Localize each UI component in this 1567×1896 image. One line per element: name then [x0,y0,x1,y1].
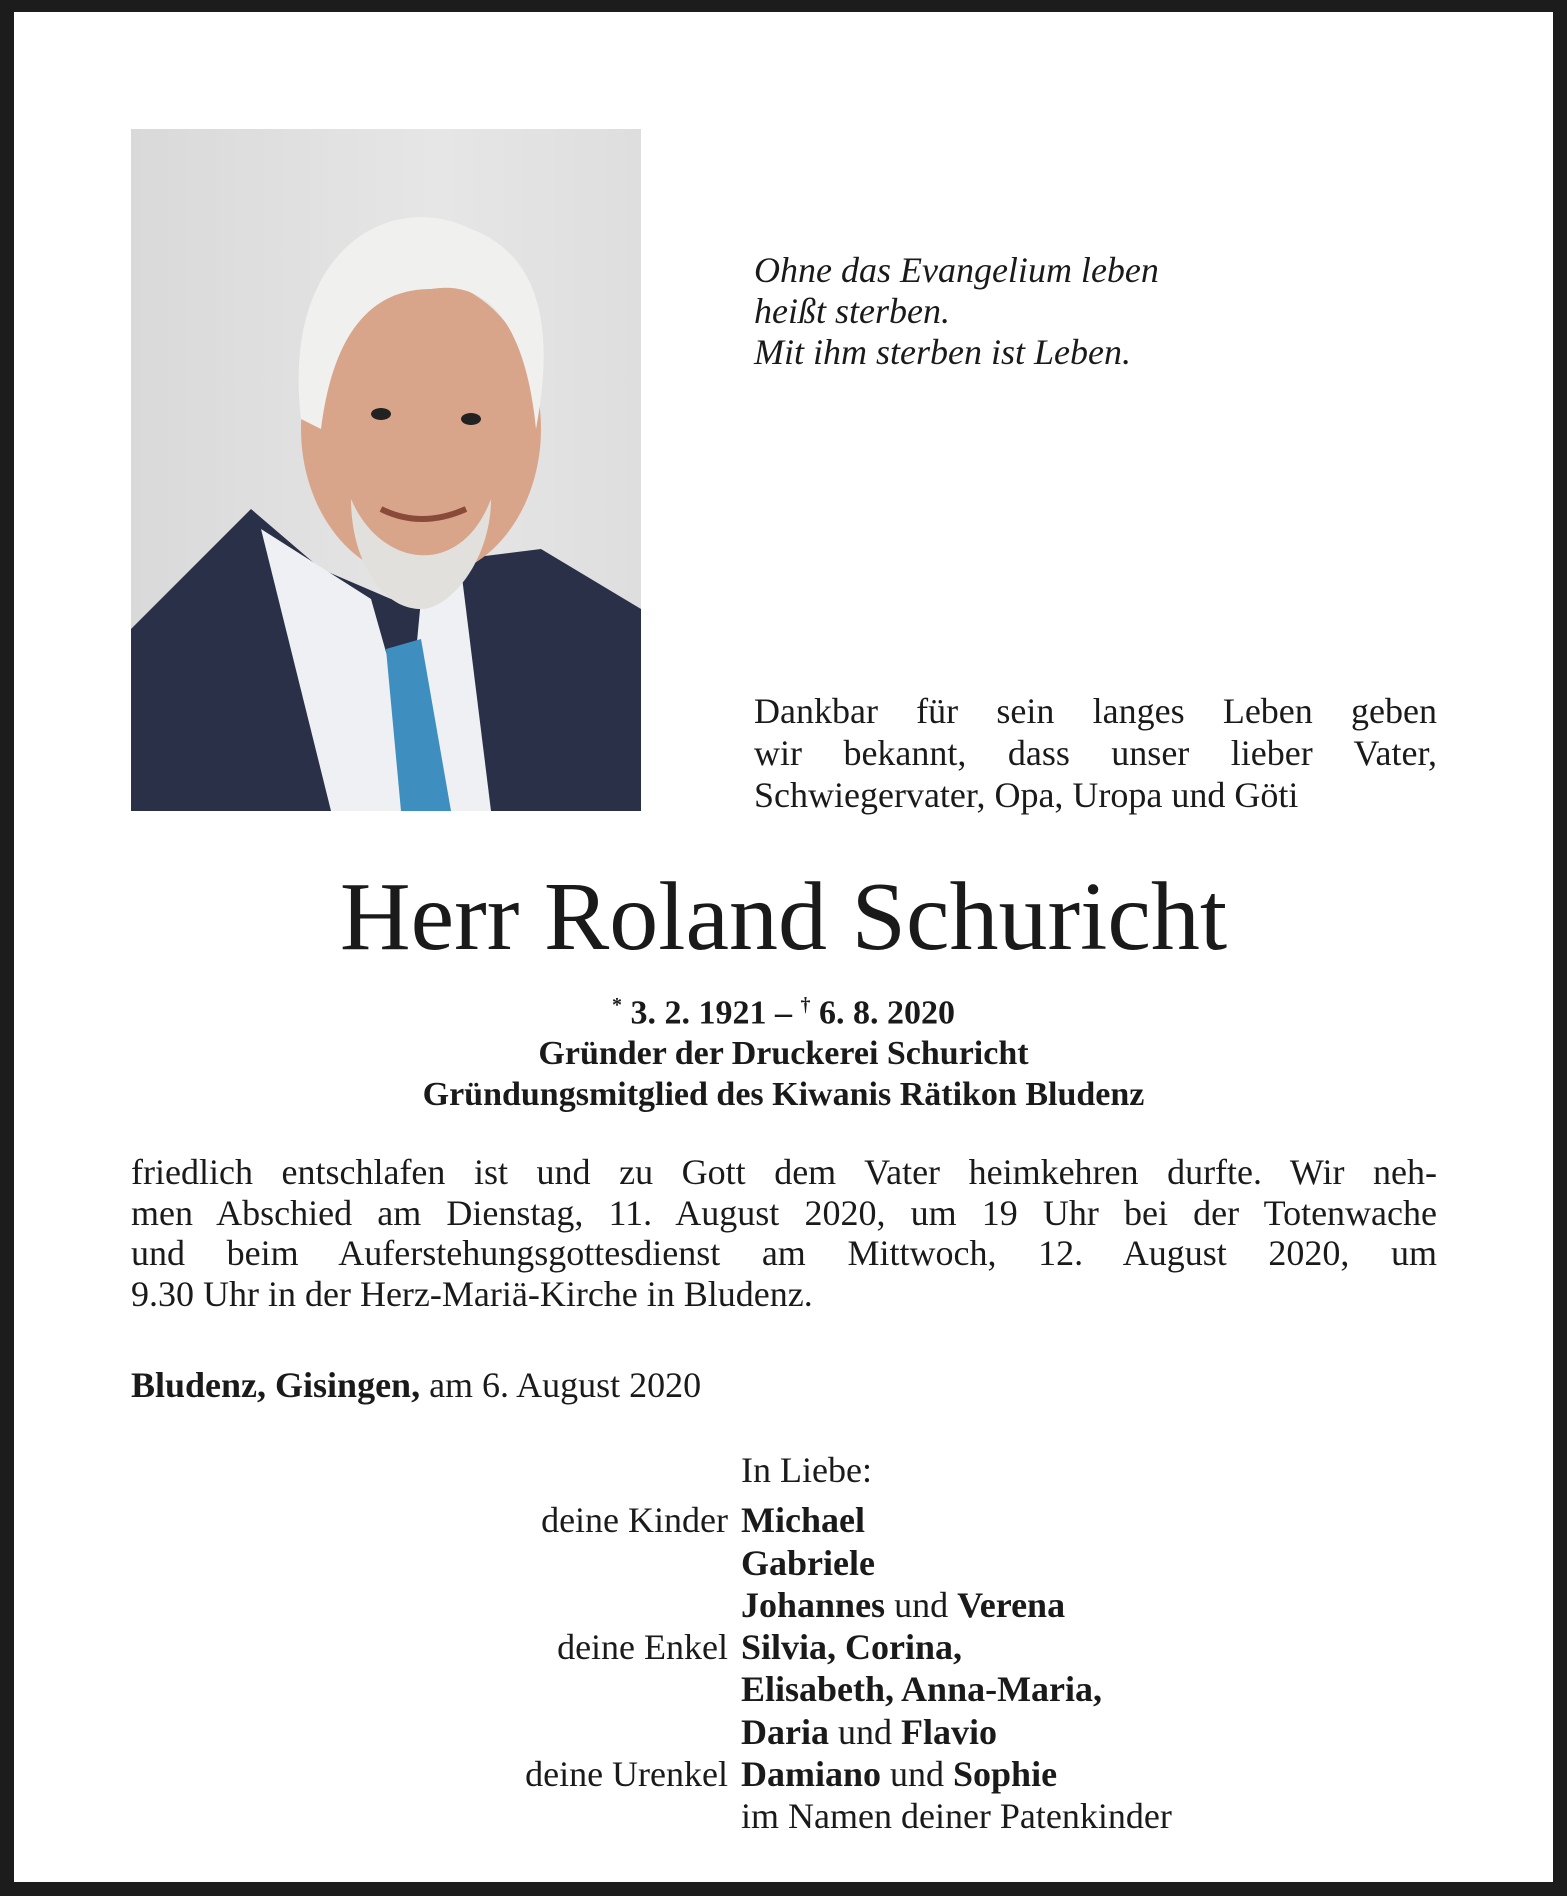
conjunction: und [894,1584,949,1625]
role-line: Gründer der Druckerei Schuricht [538,1035,1029,1073]
body-line: und beim Auferstehungsgottesdienst am Mittwoch, 12. August 2020, um [131,1233,1437,1273]
deceased-name: Herr Roland Schuricht [339,863,1228,971]
family-member: Silvia, Corina, [741,1627,963,1668]
family-member: Daria [741,1711,829,1752]
place: Bludenz, Gisingen, [131,1365,421,1405]
portrait-photo [131,129,641,811]
family-member: Elisabeth, Anna-Maria, [741,1669,1103,1710]
enkel-label: deine Enkel [557,1627,728,1668]
quote-line: Ohne das Evangelium leben [754,250,1159,290]
place-date [131,1364,701,1406]
life-dates [0,985,1567,1033]
kinder-label: deine Kinder [541,1500,728,1541]
quote-line: heißt sterben. [754,291,950,331]
intro-line: wir bekannt, dass unser lieber Vater, [754,733,1437,773]
family-member: Sophie [953,1754,1058,1795]
life-details [0,985,1567,1115]
date: am 6. August 2020 [429,1365,702,1405]
family-list [0,1449,1567,1838]
quote-line: Mit ihm sterben ist Leben. [754,332,1131,372]
body-line: 9.30 Uhr in der Herz-Mariä-Kirche in Bludenz. [131,1273,813,1314]
body-line: friedlich entschlafen ist und zu Gott dem Vater heimkehren durfte. Wir neh- [131,1152,1437,1192]
family-member: Verena [957,1584,1066,1625]
role-line: Gründungsmitglied des Kiwanis Rätikon Bludenz [422,1076,1145,1114]
family-member: Gabriele [741,1542,875,1583]
family-member: Flavio [900,1711,997,1752]
epigraph-quote [754,250,1159,373]
announcement-body [131,1152,1437,1314]
family-member: Johannes [741,1584,886,1625]
family-member: Michael [741,1500,865,1541]
dash: – [775,994,792,1032]
family-member: Damiano [741,1754,882,1795]
intro-line: Dankbar für sein langes Leben geben [754,691,1437,731]
birth-symbol: * [612,994,622,1016]
family-heading: In Liebe: [741,1450,872,1490]
intro-line: Schwiegervater, Opa, Uropa und Göti [754,775,1299,815]
birth-date: 3. 2. 1921 [630,994,767,1032]
urenkel-label: deine Urenkel [525,1754,728,1795]
conjunction: und [837,1711,892,1752]
death-symbol: † [800,994,811,1016]
conjunction: und [890,1754,945,1795]
body-line: men Abschied am Dienstag, 11. August 2020, um 19 Uhr bei der Totenwache [131,1192,1437,1233]
death-date: 6. 8. 2020 [819,994,955,1032]
closing-line: im Namen deiner Patenkinder [741,1796,1172,1837]
intro-text [754,690,1437,816]
